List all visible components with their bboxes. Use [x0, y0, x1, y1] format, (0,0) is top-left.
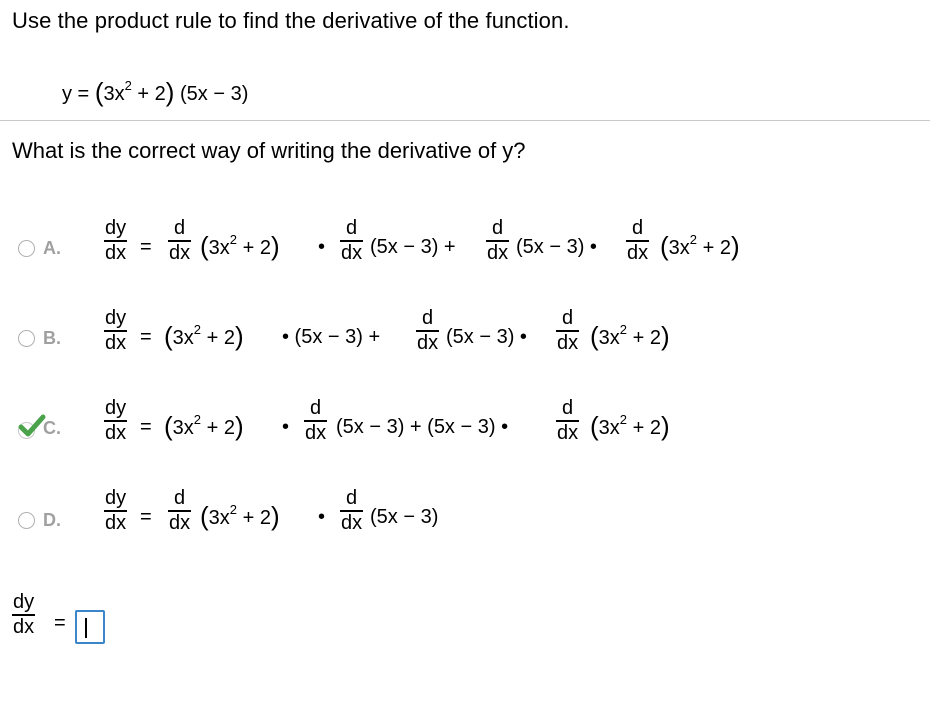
option-letter: C.: [43, 418, 61, 438]
dy-dx-fraction: dy dx: [105, 307, 127, 354]
option-letter: B.: [43, 328, 61, 348]
checkmark-icon: [18, 414, 46, 438]
answer-equals: =: [54, 612, 66, 634]
term-f: $(3x^2 + 2)$: [660, 231, 740, 261]
d-dx-operator: d dx: [417, 307, 439, 354]
d-dx-operator: d dx: [169, 487, 191, 534]
term-f: $(3x^2 + 2)$: [590, 321, 670, 351]
option-d[interactable]: D. dy dx = d dx $(3x^2 + 2)$ • d dx (5x − 3): [0, 488, 930, 548]
d-dx-operator: d dx: [487, 217, 509, 264]
function-f-exp: 2: [124, 78, 132, 94]
dy-dx-fraction: dy dx: [105, 217, 127, 264]
dy-dx-fraction: dy dx: [105, 487, 127, 534]
d-dx-operator: d dx: [169, 217, 191, 264]
term-f: $(3x^2 + 2)$: [200, 501, 280, 531]
divider: [0, 120, 930, 121]
term-g: (5x − 3) •: [516, 236, 597, 258]
radio-option-d[interactable]: [18, 512, 35, 529]
term-g: (5x − 3) •: [446, 326, 527, 348]
term-f: $(3x^2 + 2)$: [164, 321, 244, 351]
d-dx-operator: d dx: [627, 217, 649, 264]
function-expression: $y = (3x^2 + 2) (5x - 3)$: [62, 77, 249, 107]
term-f: $(3x^2 + 2)$: [164, 411, 244, 441]
d-dx-operator: d dx: [341, 487, 363, 534]
radio-option-b[interactable]: [18, 330, 35, 347]
radio-option-a[interactable]: [18, 240, 35, 257]
dy-dx-fraction: dy dx: [105, 397, 127, 444]
d-dx-operator: d dx: [557, 397, 579, 444]
answer-dy-dx-fraction: dy dx: [13, 591, 35, 638]
term-f: $(3x^2 + 2)$: [200, 231, 280, 261]
function-lhs: y =: [62, 83, 90, 105]
option-a[interactable]: A. dy dx = d dx $(3x^2 + 2)$ • d dx (5x − 3) + d dx (5x − 3) • d dx $(3x^2 + 2)$: [0, 218, 930, 278]
sub-question: What is the correct way of writing the derivative of y?: [12, 138, 526, 163]
function-g: (5x − 3): [180, 83, 249, 105]
question-prompt: Use the product rule to find the derivative of the function.: [12, 8, 570, 33]
option-letter: D.: [43, 510, 61, 530]
option-b[interactable]: B. dy dx = $(3x^2 + 2)$ • (5x − 3) + d dx (5x − 3) • d dx $(3x^2 + 2)$: [0, 308, 930, 368]
function-f-base: 3x: [103, 83, 125, 105]
term-g: (5x − 3): [370, 506, 439, 528]
d-dx-operator: d dx: [557, 307, 579, 354]
term-g: • (5x − 3) +: [282, 326, 381, 348]
term-g: (5x − 3) +: [370, 236, 456, 258]
text-cursor: [85, 618, 87, 638]
d-dx-operator: d dx: [341, 217, 363, 264]
d-dx-operator: d dx: [305, 397, 327, 444]
option-letter: A.: [43, 238, 61, 258]
term-f: $(3x^2 + 2)$: [590, 411, 670, 441]
answer-input[interactable]: [75, 610, 105, 644]
function-f-rest: + 2: [137, 83, 166, 105]
term-g: (5x − 3) + (5x − 3) •: [336, 416, 509, 438]
option-c[interactable]: C. dy dx = $(3x^2 + 2)$ • d dx (5x − 3) + (5x − 3) • d dx $(3x^2 + 2)$: [0, 398, 930, 458]
